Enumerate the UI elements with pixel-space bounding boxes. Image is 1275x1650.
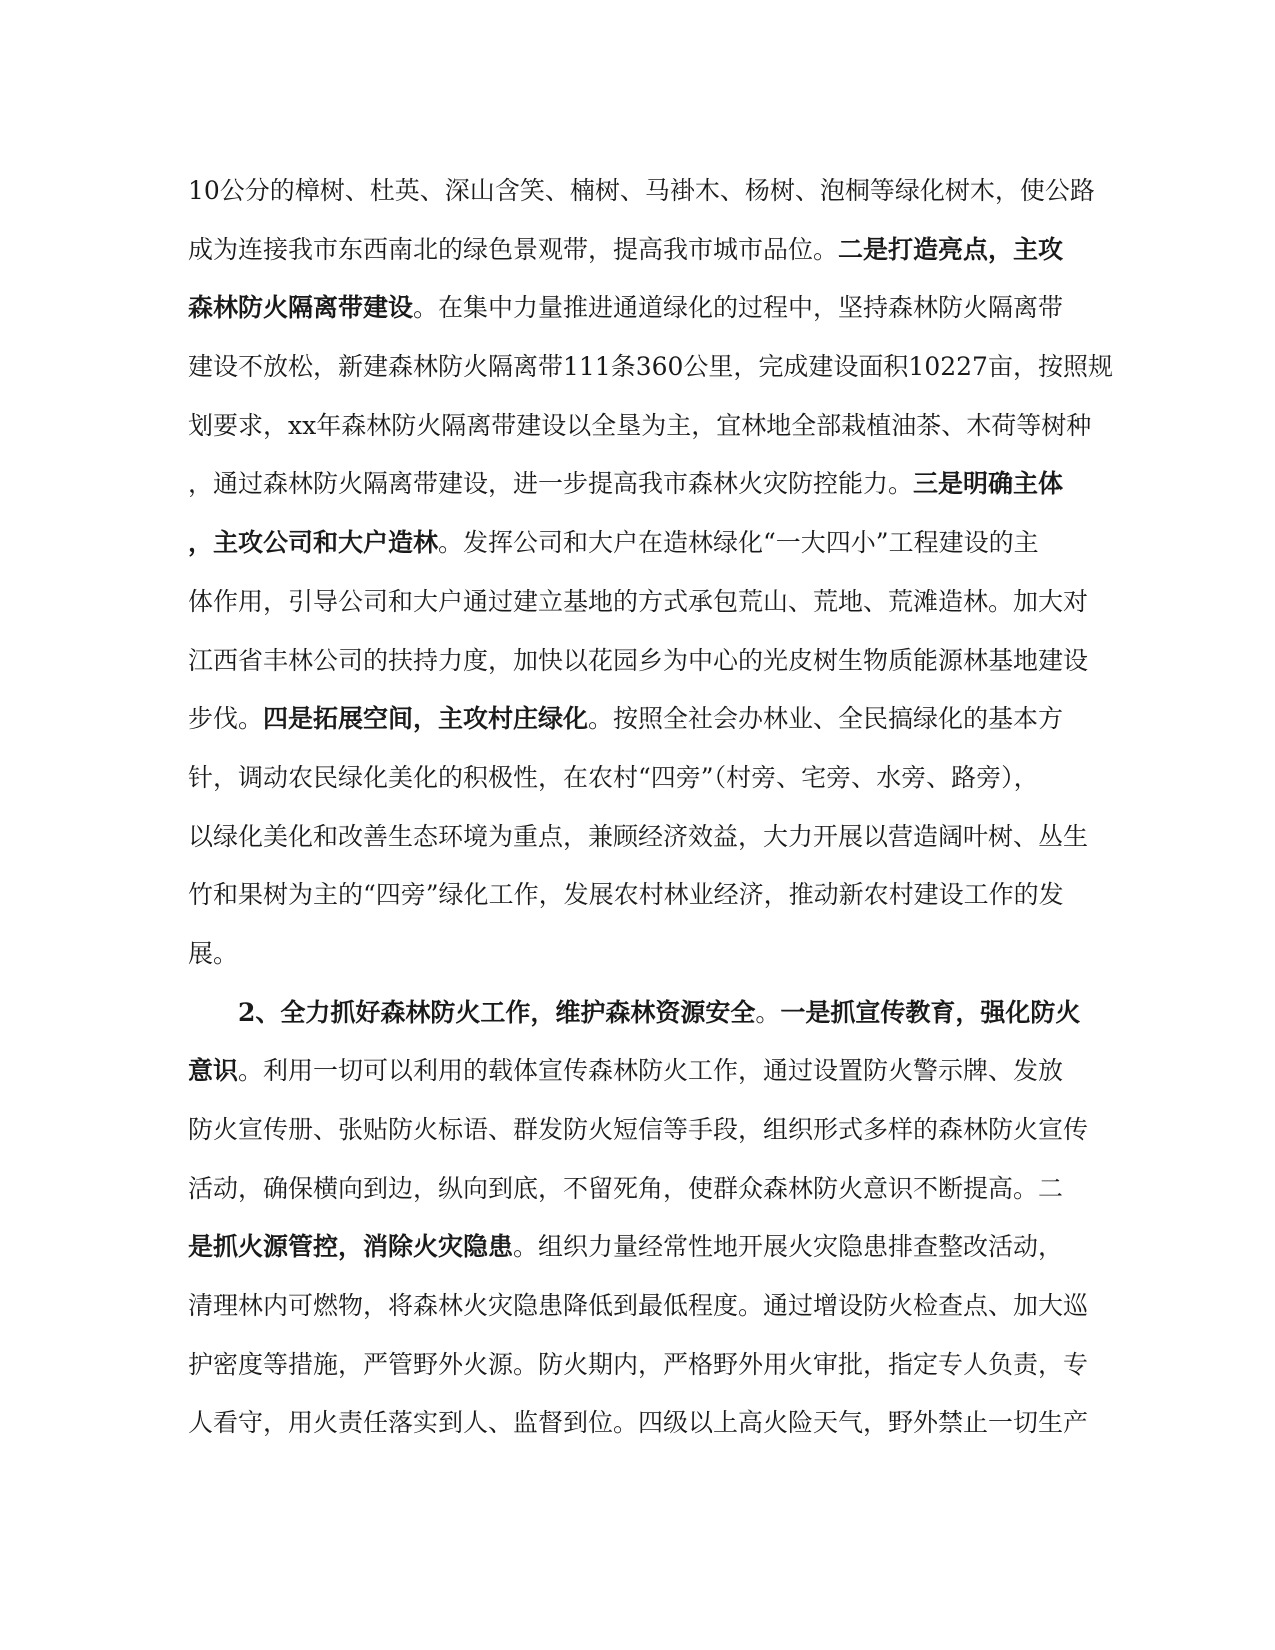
- text-segment: 体作用，引导公司和大户通过建立基地的方式承包荒山、荒地、荒滩造林。加大对: [188, 586, 1089, 616]
- text-segment: 。组织力量经常性地开展火灾隐患排查整改活动，: [513, 1232, 1064, 1262]
- text-segment: 展。: [188, 938, 239, 968]
- text-line: [188, 632, 1088, 691]
- bold-text-segment: 意识: [188, 1056, 239, 1086]
- text-segment: 步伐。: [188, 704, 264, 734]
- text-line: [188, 1101, 1088, 1160]
- text-line: [188, 808, 1088, 867]
- bold-text-segment: 四是拓展空间，主攻村庄绿化: [263, 704, 589, 734]
- bold-text-segment: 二是打造亮点，主攻: [838, 234, 1064, 264]
- text-line: [188, 1336, 1088, 1395]
- text-line: [188, 866, 1088, 925]
- text-line: [188, 279, 1088, 338]
- text-segment: 。利用一切可以利用的载体宣传森林防火工作，通过设置防火警示牌、发放: [238, 1056, 1064, 1086]
- document-body: [188, 162, 1113, 1453]
- text-line: [188, 221, 1088, 280]
- text-segment: 针，调动农民绿化美化的积极性，在农村“四旁”（村旁、宅旁、水旁、路旁），: [188, 762, 1039, 792]
- text-segment: 竹和果树为主的“四旁”绿化工作，发展农村林业经济，推动新农村建设工作的发: [188, 880, 1064, 910]
- text-segment: 活动，确保横向到边，纵向到底，不留死角，使群众森林防火意识不断提高。二: [188, 1173, 1064, 1203]
- text-segment: 划要求，xx年森林防火隔离带建设以全垦为主，宜林地全部栽植油茶、木荷等树种: [188, 410, 1092, 440]
- bold-text-segment: 是抓火源管控，消除火灾隐患: [188, 1232, 514, 1262]
- text-line: [188, 984, 1088, 1043]
- text-line: [188, 514, 1088, 573]
- text-segment: ，通过森林防火隔离带建设，进一步提高我市森林火灾防控能力。: [188, 469, 914, 499]
- text-segment: 人看守，用火责任落实到人、监督到位。四级以上高火险天气，野外禁止一切生产: [188, 1408, 1089, 1438]
- text-line: [188, 925, 1088, 984]
- text-line: [188, 749, 1088, 808]
- text-line: [188, 162, 1095, 221]
- text-line: [188, 1042, 1088, 1101]
- bold-text-segment: ，主攻公司和大户造林: [188, 528, 439, 558]
- bold-text-segment: 三是明确主体: [913, 469, 1064, 499]
- text-line: [188, 690, 1088, 749]
- text-line: [188, 1218, 1088, 1277]
- text-segment: 10公分的樟树、杜英、深山含笑、楠树、马褂木、杨树、泡桐等绿化树木，使公路: [188, 176, 1095, 205]
- text-segment: 。: [755, 997, 781, 1027]
- text-line: [188, 455, 1088, 514]
- bold-text-segment: 森林防火隔离带建设: [188, 293, 414, 323]
- bold-text-segment: 一是抓宣传教育，强化防火: [780, 997, 1081, 1027]
- text-segment: 成为连接我市东西南北的绿色景观带，提高我市城市品位。: [188, 234, 839, 264]
- text-segment: 护密度等措施，严管野外火源。防火期内，严格野外用火审批，指定专人负责，专: [188, 1349, 1089, 1379]
- text-line: [188, 573, 1088, 632]
- text-line: [188, 1277, 1088, 1336]
- text-segment: 清理林内可燃物，将森林火灾隐患降低到最低程度。通过增设防火检查点、加大巡: [188, 1291, 1089, 1321]
- text-segment: 防火宣传册、张贴防火标语、群发防火短信等手段，组织形式多样的森林防火宣传: [188, 1115, 1089, 1144]
- text-segment: 。在集中力量推进通道绿化的过程中，坚持森林防火隔离带: [413, 293, 1064, 323]
- bold-text-segment: 2、全力抓好森林防火工作，维护森林资源安全: [238, 997, 756, 1027]
- text-segment: 以绿化美化和改善生态环境为重点，兼顾经济效益，大力开展以营造阔叶树、丛生: [188, 821, 1089, 851]
- text-segment: 。按照全社会办林业、全民搞绿化的基本方: [588, 704, 1064, 734]
- text-line: [188, 397, 1092, 456]
- text-line: [188, 1160, 1088, 1219]
- text-line: [188, 1394, 1088, 1453]
- text-segment: 江西省丰林公司的扶持力度，加快以花园乡为中心的光皮树生物质能源林基地建设: [188, 645, 1089, 675]
- text-segment: 。发挥公司和大户在造林绿化“一大四小”工程建设的主: [438, 528, 1039, 558]
- text-line: [188, 338, 1113, 397]
- text-segment: 建设不放松，新建森林防火隔离带111条360公里，完成建设面积10227亩，按照规: [188, 352, 1113, 382]
